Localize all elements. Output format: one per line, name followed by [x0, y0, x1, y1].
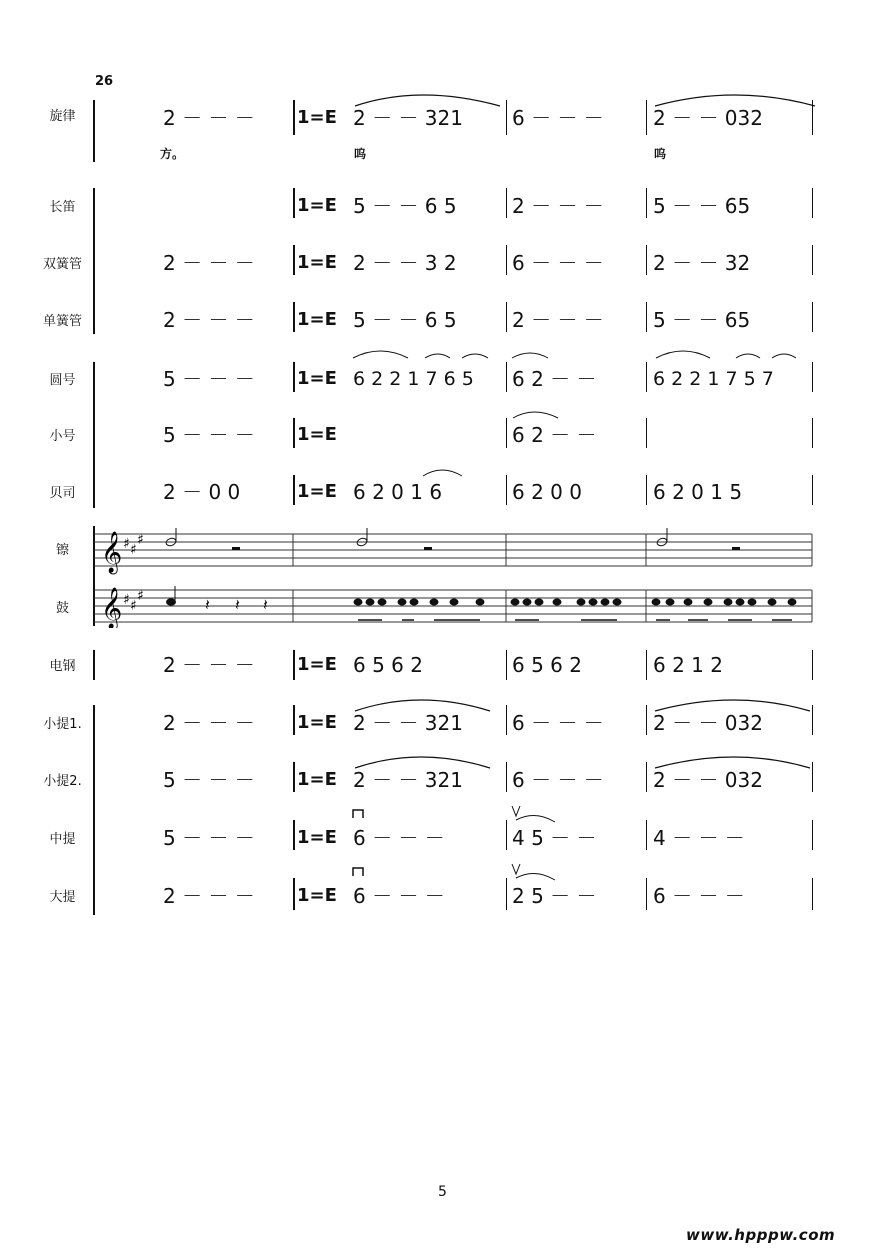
bass-m4: 6 2 0 1 5 — [653, 480, 743, 504]
lyric-2: 呜 — [354, 147, 367, 161]
violin1-m3: 6 － － － — [512, 711, 604, 735]
key-signature: 1=E — [297, 309, 337, 330]
instrument-label-xuanlv: 旋律 — [49, 109, 76, 124]
svg-text:♯: ♯ — [123, 592, 130, 608]
piano-line — [93, 650, 95, 680]
svg-text:𝄞: 𝄞 — [101, 532, 123, 573]
instrument-label-xiaohao: 小号 — [49, 429, 76, 444]
barline — [293, 475, 295, 505]
barline — [293, 188, 295, 218]
barline — [646, 878, 647, 910]
violin2-m2: 2 － － 321 — [353, 768, 463, 792]
trumpet-m3: 6 2 － － — [512, 423, 597, 447]
barline — [812, 302, 813, 332]
barline — [506, 362, 507, 392]
instrument-label-beisi: 贝司 — [49, 486, 76, 501]
melody-slurs — [350, 88, 820, 118]
barline — [646, 418, 647, 448]
barline — [293, 705, 295, 735]
oboe-m3: 6 － － － — [512, 251, 604, 275]
violin2-m4: 2 － － 032 — [653, 768, 763, 792]
viola-m2: 6 － － － — [353, 826, 445, 850]
barline — [812, 475, 813, 505]
key-signature: 1=E — [297, 769, 337, 790]
barline — [646, 475, 647, 505]
bass-m3: 6 2 0 0 — [512, 480, 582, 504]
violin1-m2: 2 － － 321 — [353, 711, 463, 735]
woodwind-bracket — [93, 188, 95, 334]
key-signature: 1=E — [297, 481, 337, 502]
cello-m4: 6 － － － — [653, 884, 745, 908]
lyric-3: 呜 — [654, 147, 667, 161]
barline — [293, 100, 295, 135]
svg-text:𝄽: 𝄽 — [263, 595, 268, 614]
viola-m3: 4 5 － － — [512, 826, 597, 850]
flute-m2: 5 － － 6 5 — [353, 194, 457, 218]
violin1-m1: 2 － － － — [163, 711, 255, 735]
clarinet-m3: 2 － － － — [512, 308, 604, 332]
horn-slurs — [350, 344, 820, 364]
barline — [812, 188, 813, 218]
viola-m1: 5 － － － — [163, 826, 255, 850]
horn-m2: 6 2 2 1 7 6 5 — [353, 368, 474, 390]
clarinet-m2: 5 － － 6 5 — [353, 308, 457, 332]
barline — [293, 820, 295, 850]
instrument-label-xiaoti1: 小提1. — [43, 717, 82, 732]
barline — [646, 245, 647, 275]
instrument-label-dati: 大提 — [49, 890, 76, 905]
violin2-slurs — [350, 750, 820, 776]
barline — [506, 418, 507, 448]
melody-m3: 6 － － － — [512, 106, 604, 130]
epiano-m1: 2 － － － — [163, 653, 255, 677]
barline — [646, 302, 647, 332]
epiano-m4: 6 2 1 2 — [653, 653, 723, 677]
key-signature: 1=E — [297, 107, 337, 128]
svg-text:𝄽: 𝄽 — [235, 595, 240, 614]
instrument-label-shuanghuangguan: 双簧管 — [42, 257, 82, 272]
cello-m3: 2 5 － － — [512, 884, 597, 908]
viola-m4: 4 － － － — [653, 826, 745, 850]
barline — [293, 878, 295, 910]
barline — [812, 362, 813, 392]
trumpet-m1: 5 － － － — [163, 423, 255, 447]
percussion-staves — [95, 528, 815, 628]
barline — [812, 878, 813, 910]
barline — [812, 418, 813, 448]
measure-number: 26 — [95, 74, 114, 89]
barline — [506, 188, 507, 218]
barline — [646, 362, 647, 392]
violin2-m1: 5 － － － — [163, 768, 255, 792]
barline — [506, 475, 507, 505]
horn-m1: 5 － － － — [163, 367, 255, 391]
barline — [293, 245, 295, 275]
barline — [506, 245, 507, 275]
flute-m3: 2 － － － — [512, 194, 604, 218]
melody-m2: 2 － － 321 — [353, 106, 463, 130]
instrument-label-gu: 鼓 — [55, 601, 69, 616]
barline — [812, 820, 813, 850]
barline — [646, 650, 647, 680]
flute-m4: 5 － － 65 — [653, 194, 751, 218]
lyric-1: 方。 — [160, 147, 185, 161]
strings-bracket — [93, 705, 95, 915]
svg-text:♯: ♯ — [123, 536, 130, 552]
watermark: www.hpppw.com — [686, 1226, 836, 1244]
instrument-label-danhuangguan: 单簧管 — [42, 314, 82, 329]
key-signature: 1=E — [297, 424, 337, 445]
brass-bracket — [93, 362, 95, 508]
key-signature: 1=E — [297, 827, 337, 848]
instrument-label-xiaoti2: 小提2. — [43, 774, 82, 789]
horn-m4: 6 2 2 1 7 5 7 — [653, 368, 774, 390]
barline — [293, 418, 295, 448]
page-number: 5 — [438, 1184, 447, 1200]
instrument-label-bo: 镲 — [55, 543, 69, 558]
svg-text:♯: ♯ — [137, 532, 144, 548]
key-signature: 1=E — [297, 654, 337, 675]
key-signature: 1=E — [297, 252, 337, 273]
svg-text:𝄽: 𝄽 — [205, 595, 210, 614]
trumpet-slur — [510, 406, 570, 422]
key-signature: 1=E — [297, 368, 337, 389]
epiano-m3: 6 5 6 2 — [512, 653, 582, 677]
bass-m2: 6 2 0 1 6 — [353, 480, 443, 504]
barline — [646, 188, 647, 218]
key-signature: 1=E — [297, 195, 337, 216]
barline — [293, 362, 295, 392]
barline — [506, 650, 507, 680]
bass-m1: 2 － 0 0 — [163, 480, 241, 504]
barline — [646, 820, 647, 850]
barline — [506, 302, 507, 332]
instrument-label-yuanhao: 圆号 — [49, 373, 76, 388]
barline — [293, 302, 295, 332]
violin2-m3: 6 － － － — [512, 768, 604, 792]
bass-slur — [420, 464, 470, 480]
viola-bowing — [350, 800, 570, 828]
svg-text:♯: ♯ — [137, 588, 144, 604]
melody-m4: 2 － － 032 — [653, 106, 763, 130]
svg-text:𝄞: 𝄞 — [101, 588, 123, 628]
svg-text:♯: ♯ — [130, 542, 137, 558]
cello-m1: 2 － － － — [163, 884, 255, 908]
horn-m3: 6 2 － － — [512, 367, 597, 391]
cello-m2: 6 － － － — [353, 884, 445, 908]
barline — [812, 650, 813, 680]
barline — [293, 762, 295, 792]
epiano-m2: 6 5 6 2 — [353, 653, 423, 677]
clarinet-m1: 2 － － － — [163, 308, 255, 332]
instrument-label-zhongti: 中提 — [49, 832, 76, 847]
cello-bowing — [350, 858, 570, 886]
clarinet-m4: 5 － － 65 — [653, 308, 751, 332]
instrument-label-diangang: 电钢 — [49, 659, 76, 674]
oboe-m4: 2 － － 32 — [653, 251, 751, 275]
melody-m1: 2 － － － — [163, 106, 255, 130]
barline — [812, 245, 813, 275]
violin1-m4: 2 － － 032 — [653, 711, 763, 735]
key-signature: 1=E — [297, 885, 337, 906]
oboe-m2: 2 － － 3 2 — [353, 251, 457, 275]
oboe-m1: 2 － － － — [163, 251, 255, 275]
svg-text:♯: ♯ — [130, 598, 137, 614]
instrument-label-changdi: 长笛 — [49, 200, 76, 215]
system-line-melody — [93, 100, 95, 162]
violin1-slurs — [350, 693, 820, 719]
barline — [293, 650, 295, 680]
key-signature: 1=E — [297, 712, 337, 733]
